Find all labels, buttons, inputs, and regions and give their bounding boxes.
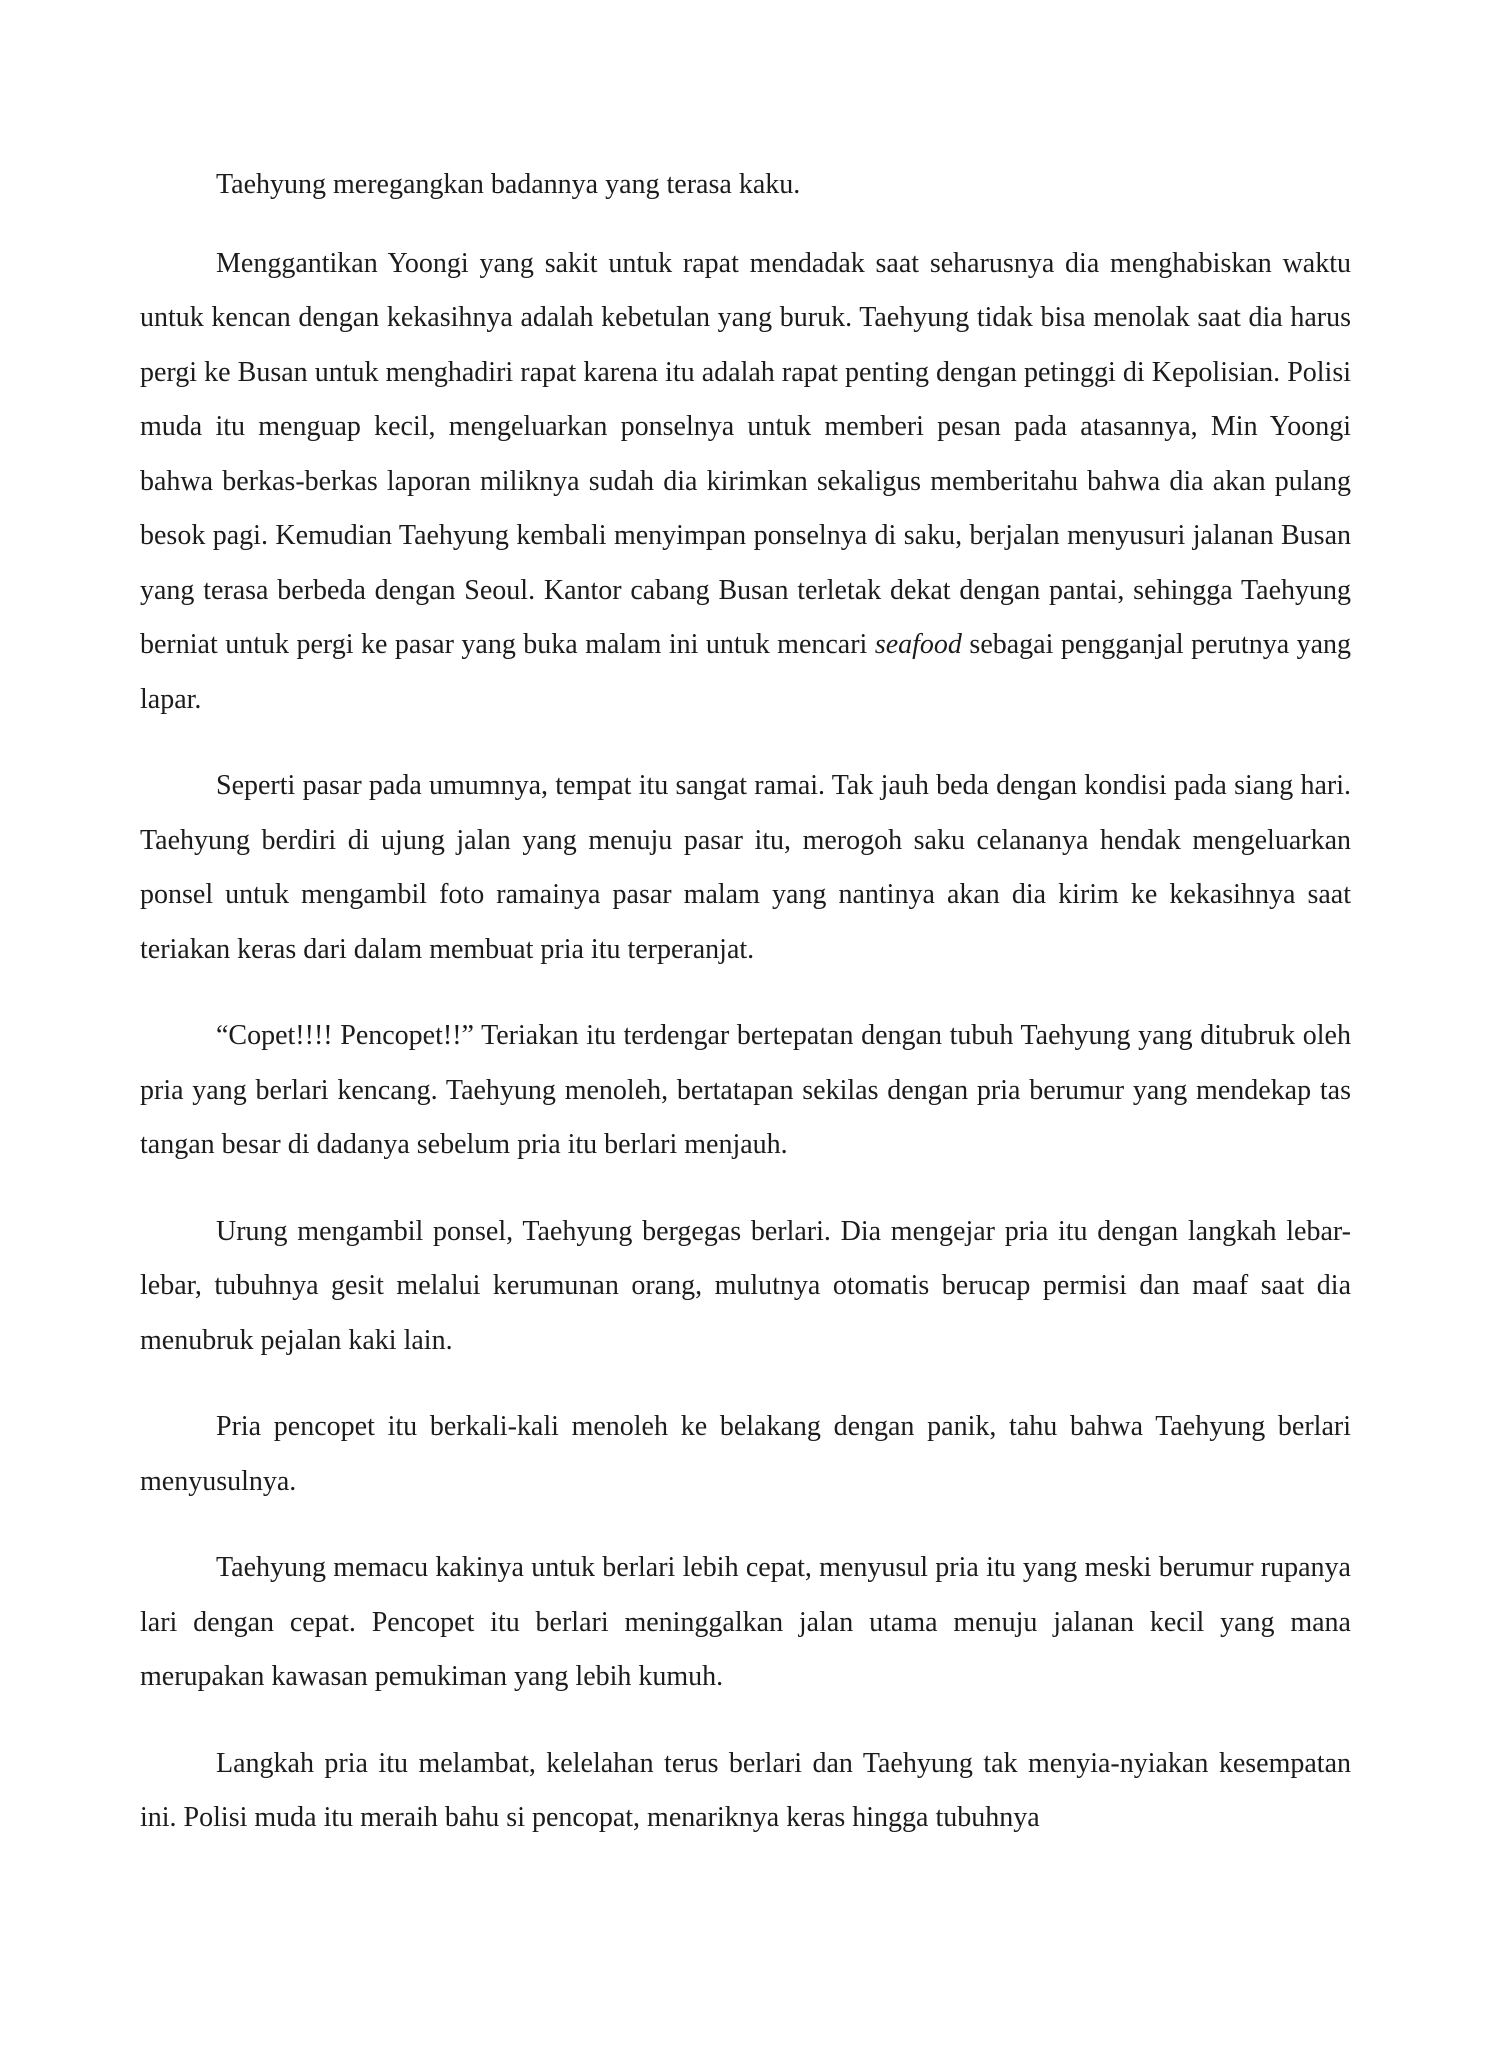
paragraph-2	[140, 237, 1351, 728]
paragraph-6: Pria pencopet itu berkali-kali menoleh ke belakang dengan panik, tahu bahwa Taehyung berlari menyusulnya.	[140, 1411, 1351, 1497]
paragraph-4: “Copet!!!! Pencopet!!” Teriakan itu terdengar bertepatan dengan tubuh Taehyung yang ditubruk oleh pria yang berlari kencang. Taehyung menoleh, bertatapan sekilas dengan pria berumur yang mendekap tas tangan besar di dadanya sebelum pria itu berlari menjauh.	[140, 1020, 1351, 1160]
paragraph-7: Taehyung memacu kakinya untuk berlari lebih cepat, menyusul pria itu yang meski berumur rupanya lari dengan cepat. Pencopet itu berlari meninggalkan jalan utama menuju jalanan kecil yang mana merupakan kawasan pemukiman yang lebih kumuh.	[140, 1552, 1351, 1692]
paragraph-2-tail: sebagai pengganjal perutnya yang lapar.	[140, 629, 1352, 715]
paragraph-3: Seperti pasar pada umumnya, tempat itu sangat ramai. Tak jauh beda dengan kondisi pada siang hari. Taehyung berdiri di ujung jalan yang menuju pasar itu, merogoh saku celananya hendak mengeluarkan ponsel untuk mengambil foto ramainya pasar malam yang nantinya akan dia kirim ke kekasihnya saat teriakan keras dari dalam membuat pria itu terperanjat.	[140, 770, 1351, 965]
paragraph-5: Urung mengambil ponsel, Taehyung bergegas berlari. Dia mengejar pria itu dengan langkah lebar-lebar, tubuhnya gesit melalui kerumunan orang, mulutnya otomatis berucap permisi dan maaf saat dia menubruk pejalan kaki lain.	[140, 1215, 1351, 1356]
italic-word: seafood	[874, 629, 962, 660]
paragraph-2-text: Menggantikan Yoongi yang sakit untuk rapat mendadak saat seharusnya dia menghabiskan waktu untuk kencan dengan kekasihnya adalah kebetulan yang buruk. Taehyung tidak bisa menolak saat dia harus pergi ke Busan untuk menghadiri rapat karena itu adalah rapat penting dengan petinggi di Kepolisian. Polisi muda itu menguap kecil, mengeluarkan ponselnya untuk memberi pesan pada atasannya, Min Yoongi bahwa berkas-berkas laporan miliknya sudah dia kirimkan sekaligus memberitahu bahwa dia akan pulang besok pagi. Kemudian Taehyung kembali menyimpan ponselnya di saku, berjalan menyusuri jalanan Busan yang terasa berbeda dengan Seoul. Kantor cabang Busan terletak dekat dengan pantai, sehingga Taehyung berniat untuk pergi ke pasar yang buka malam ini untuk mencari	[140, 247, 1351, 660]
paragraph-1: Taehyung meregangkan badannya yang terasa kaku.	[216, 169, 801, 200]
paragraph-8: Langkah pria itu melambat, kelelahan terus berlari dan Taehyung tak menyia-nyiakan kesempatan ini. Polisi muda itu meraih bahu si pencopat, menariknya keras hingga tubuhnya	[140, 1747, 1351, 1833]
